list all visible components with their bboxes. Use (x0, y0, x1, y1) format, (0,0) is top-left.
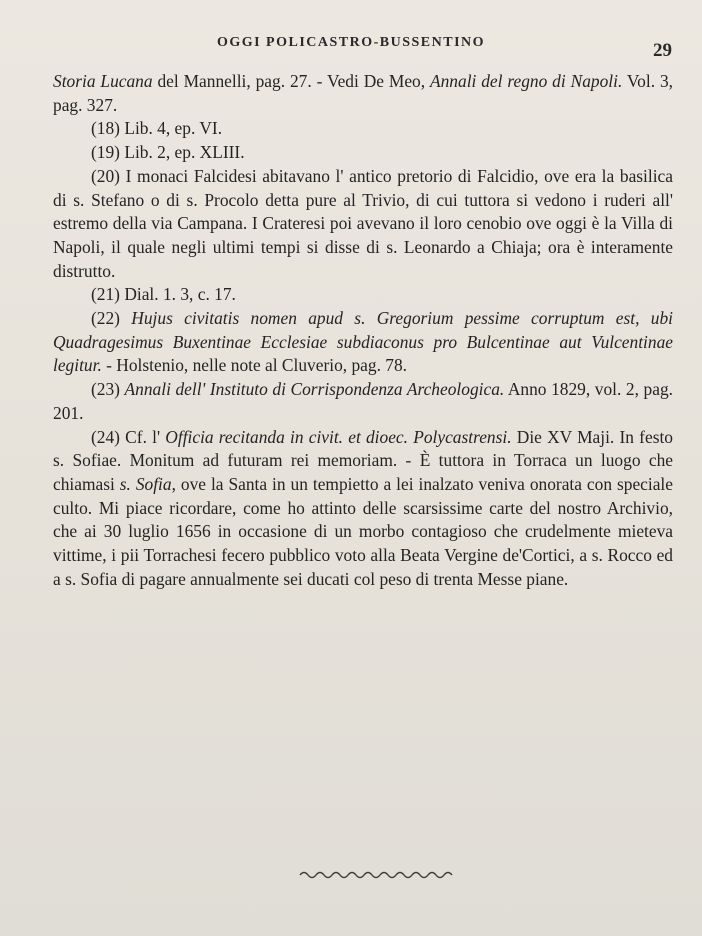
text-run: Vol. 3, pag. 327. (53, 71, 673, 115)
text-run: Annali dell' Instituto di Corrispondenza Archeologica. (124, 379, 505, 400)
footnote-21 (53, 283, 673, 307)
text-run: - Holstenio, nelle note al Cluverio, pag. 78. (101, 355, 408, 376)
wavy-fleuron-icon (298, 868, 458, 882)
text-run: (24) Cf. l' (91, 426, 166, 447)
text-run: Anno 1829, vol. 2, pag. 201. (53, 379, 673, 423)
text-run: s. Sofia (119, 473, 172, 494)
text-run: (23) (91, 379, 125, 400)
text-run: Die XV Maji. In festo s. Sofiae. Monitum ad futuram rei memoriam. - È tuttora in Torraca un luogo che chiamasi (53, 426, 673, 494)
footnote-23 (53, 378, 673, 425)
footnote-22 (53, 307, 673, 378)
text-run: Hujus civitatis nomen apud s. Gregorium pessime corruptum est, ubi Quadragesimus Buxentinae Ecclesiae subdiaconus pro Bulcentinae aut Vulcentinae legitur. (53, 308, 674, 376)
text-run: , ove la Santa in un tempietto a lei inalzato veniva onorata con speciale culto. Mi piace ricordare, come ho attinto delle scarsissime carte del nostro Archivio, che ai 30 luglio 1656 in occasione di un morbo contagioso che crudelmente mieteva vittime, i pii Torrachesi fecero pubblico voto alla Beata Vergine de'Cortici, a s. Rocco ed a s. Sofia di pagare annualmente sei ducati col peso di trenta Messe piane. (53, 473, 673, 589)
footnotes-body (53, 70, 673, 591)
note-17-continuation (53, 70, 673, 117)
text-run: Storia Lucana (53, 71, 153, 91)
footnote-20 (53, 165, 673, 284)
text-run: (18) Lib. 4, ep. VI. (91, 118, 223, 139)
footnote-19 (53, 141, 673, 165)
text-run: (21) Dial. 1. 3, c. 17. (91, 284, 236, 305)
footnote-24 (53, 426, 673, 592)
text-run: (20) I monaci Falcidesi abitavano l' antico pretorio di Falcidio, ove era la basilica di s. Stefano o di s. Procolo detta pure al Trivio, di cui tuttora si vedono i ruderi all' estremo della via Campana. I Crateresi poi avevano il loro cenobio ove oggi è la Villa di Napoli, il quale negli ultimi tempi si disse di s. Leonardo a Chiaja; ora è interamente distrutto. (53, 165, 673, 281)
page-number: 29 (653, 40, 672, 61)
text-run: (22) (91, 308, 132, 329)
text-run: (19) Lib. 2, ep. XLIII. (91, 142, 245, 163)
footnote-18 (53, 117, 673, 141)
text-run: Officia recitanda in civit. et dioec. Polycastrensi. (165, 426, 512, 447)
running-header: OGGI POLICASTRO-BUSSENTINO (216, 35, 486, 50)
text-run: del Mannelli, pag. 27. - Vedi De Meo, (152, 71, 430, 91)
text-run: Annali del regno di Napoli. (429, 71, 623, 91)
